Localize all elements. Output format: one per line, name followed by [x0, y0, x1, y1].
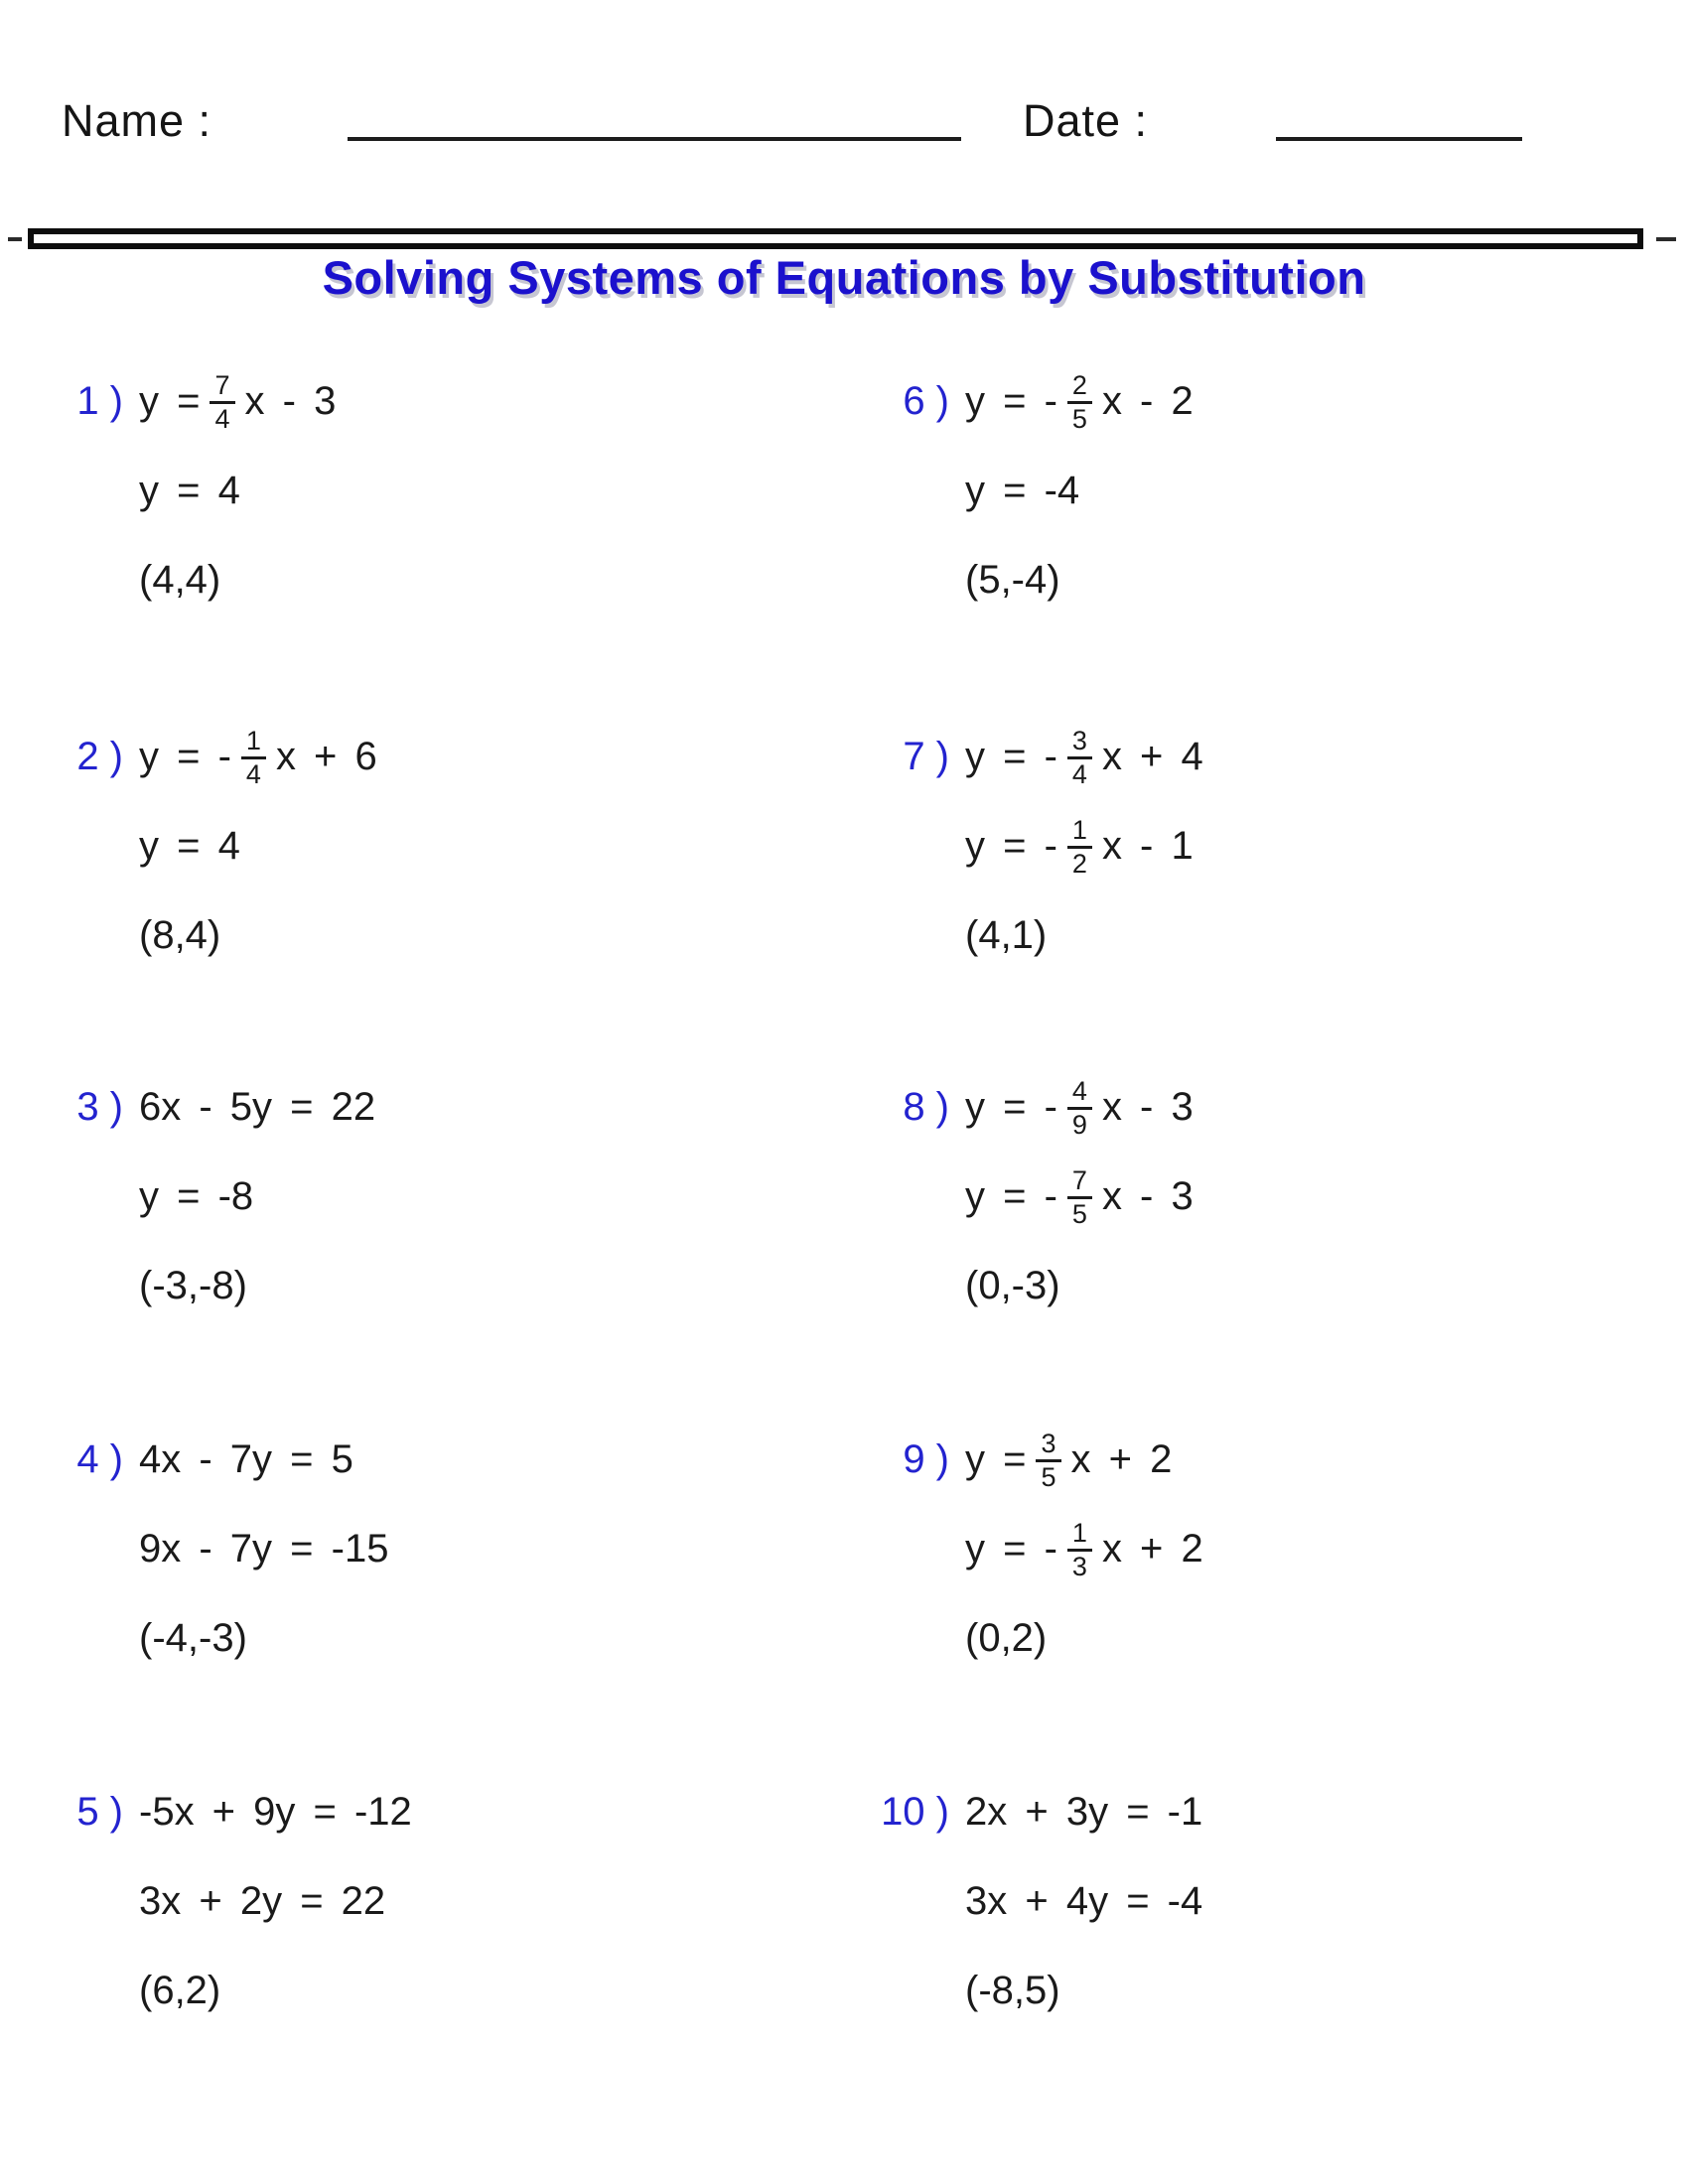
fraction-numerator: 7 [1071, 1165, 1087, 1196]
answer-line [965, 1946, 1202, 2035]
fraction-denominator: 3 [1067, 1549, 1092, 1581]
equation-line [965, 712, 1203, 801]
problem-number: 6 ) [903, 378, 949, 423]
answer-text: (5,-4) [965, 557, 1060, 602]
fraction-denominator: 5 [1067, 1196, 1092, 1229]
equation-text: y = - [965, 823, 1057, 868]
answer-text: (0,-3) [965, 1263, 1060, 1307]
fraction [1067, 1518, 1092, 1580]
fraction-numerator: 3 [1041, 1429, 1056, 1459]
equation-line [965, 356, 1194, 446]
equation-text: y = - [965, 378, 1057, 423]
equation-line [139, 1767, 412, 1856]
problem-number: 1 ) [76, 378, 123, 423]
equation-text: y = - [965, 734, 1057, 778]
equation-line [139, 356, 336, 446]
answer-line [139, 890, 377, 980]
equation-text: y = -8 [139, 1173, 254, 1218]
answer-text: (-4,-3) [139, 1615, 247, 1660]
equation-line [965, 1504, 1203, 1593]
answer-line [139, 1241, 375, 1330]
fraction [1067, 1076, 1092, 1139]
problem [903, 1415, 1203, 1683]
answer-line [965, 1241, 1194, 1330]
equation-line [965, 1062, 1194, 1152]
equation-line [139, 1504, 388, 1593]
equation-text: x + 4 [1101, 734, 1203, 778]
fraction-numerator: 3 [1071, 726, 1087, 756]
answer-line [965, 890, 1203, 980]
fraction [1067, 370, 1092, 433]
equation-text: 9x - 7y = -15 [139, 1526, 389, 1570]
worksheet-title: Solving Systems of Equations by Substitution [322, 251, 1366, 304]
equation-text: x + 6 [275, 734, 377, 778]
fraction-numerator: 2 [1071, 370, 1087, 401]
fraction-numerator: 7 [214, 370, 230, 401]
problem-number: 8 ) [903, 1084, 949, 1129]
equation-line [965, 1415, 1203, 1504]
answer-text: (6,2) [139, 1968, 221, 2012]
problem [76, 712, 377, 980]
problem [903, 1062, 1194, 1330]
answer-line [965, 1593, 1203, 1683]
fraction-numerator: 1 [1071, 815, 1087, 846]
answer-text: (4,4) [139, 557, 221, 602]
equation-line [139, 1415, 388, 1504]
problem-number: 3 ) [76, 1084, 123, 1129]
equation-text: 6x - 5y = 22 [139, 1084, 376, 1129]
equation-text: y = - [965, 1173, 1057, 1218]
fraction-denominator: 2 [1067, 846, 1092, 879]
equation-line [139, 1856, 412, 1946]
equation-text: y = 4 [139, 468, 240, 512]
equation-line [965, 1767, 1202, 1856]
fraction-denominator: 4 [1067, 756, 1092, 789]
equation-line [139, 712, 377, 801]
fraction-numerator: 1 [245, 726, 261, 756]
problem-number: 4 ) [76, 1436, 123, 1481]
equation-text: 4x - 7y = 5 [139, 1436, 353, 1481]
fraction-denominator: 4 [241, 756, 266, 789]
problem-number: 2 ) [76, 734, 123, 778]
problem [903, 712, 1203, 980]
equation-text: y = - [965, 1084, 1057, 1129]
equation-line [139, 1152, 375, 1241]
equation-text: y = -4 [965, 468, 1080, 512]
equation-text: 3x + 4y = -4 [965, 1878, 1203, 1923]
date-label: Date : [1023, 95, 1149, 146]
fraction-denominator: 9 [1067, 1107, 1092, 1140]
fraction-denominator: 5 [1067, 401, 1092, 434]
fraction [1067, 726, 1092, 788]
answer-line [139, 1593, 388, 1683]
equation-text: x + 2 [1070, 1436, 1173, 1481]
equation-line [139, 446, 336, 535]
equation-line [965, 1152, 1194, 1241]
date-blank-line [1276, 137, 1522, 141]
answer-text: (0,2) [965, 1615, 1048, 1660]
problem-number: 7 ) [903, 734, 949, 778]
equation-text: y = [965, 1436, 1027, 1481]
equation-text: x - 1 [1101, 823, 1194, 868]
answer-line [139, 535, 336, 624]
equation-text: x + 2 [1101, 1526, 1203, 1570]
equation-line [139, 801, 377, 890]
name-label: Name : [62, 95, 212, 146]
equation-line [139, 1062, 375, 1152]
equation-text: -5x + 9y = -12 [139, 1789, 412, 1834]
fraction [241, 726, 266, 788]
equation-text: x - 2 [1101, 378, 1194, 423]
fraction-numerator: 4 [1071, 1076, 1087, 1107]
answer-text: (-3,-8) [139, 1263, 247, 1307]
fraction [210, 370, 234, 433]
problem [76, 356, 337, 624]
answer-text: (4,1) [965, 912, 1048, 957]
fraction-denominator: 4 [210, 401, 234, 434]
separator-bar [28, 228, 1643, 249]
problem [903, 356, 1194, 624]
problem [76, 1062, 376, 1330]
name-blank-line [348, 137, 961, 141]
fraction [1067, 1165, 1092, 1228]
fraction [1036, 1429, 1060, 1491]
problem [76, 1415, 389, 1683]
equation-text: 3x + 2y = 22 [139, 1878, 386, 1923]
answer-line [965, 535, 1194, 624]
equation-line [965, 446, 1194, 535]
answer-text: (-8,5) [965, 1968, 1060, 2012]
problem-number: 10 ) [881, 1789, 949, 1834]
equation-line [965, 801, 1203, 890]
fraction [1067, 815, 1092, 878]
separator-dash-left [8, 237, 22, 241]
problem-number: 9 ) [903, 1436, 949, 1481]
equation-text: x - 3 [1101, 1084, 1194, 1129]
answer-text: (8,4) [139, 912, 221, 957]
equation-text: y = [139, 378, 201, 423]
equation-line [965, 1856, 1202, 1946]
answer-line [139, 1946, 412, 2035]
equation-text: x - 3 [244, 378, 337, 423]
equation-text: y = - [139, 734, 231, 778]
problem-number: 5 ) [76, 1789, 123, 1834]
separator-dash-right [1656, 237, 1676, 241]
equation-text: y = 4 [139, 823, 240, 868]
problem [881, 1767, 1203, 2035]
fraction-denominator: 5 [1036, 1459, 1060, 1492]
problem [76, 1767, 412, 2035]
equation-text: 2x + 3y = -1 [965, 1789, 1203, 1834]
fraction-numerator: 1 [1071, 1518, 1087, 1549]
equation-text: x - 3 [1101, 1173, 1194, 1218]
equation-text: y = - [965, 1526, 1057, 1570]
